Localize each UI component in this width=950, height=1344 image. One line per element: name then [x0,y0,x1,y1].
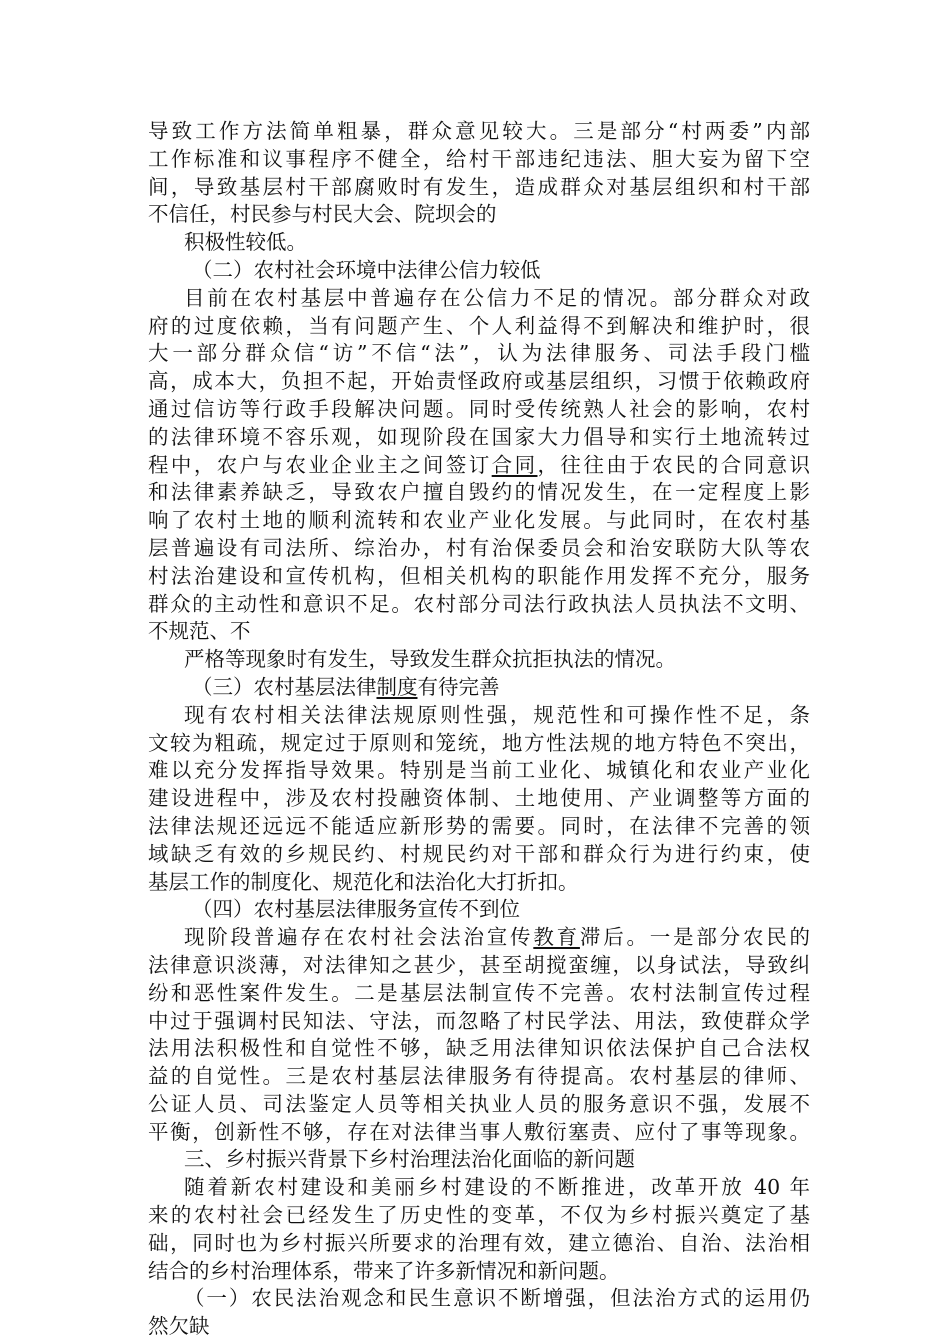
text-line: 通过信访等行政手段解决问题。同时受传统熟人社会的影响，农村 [148,396,810,421]
text-line: 现阶段普遍存在农村社会法治宣传教育滞后。一是部分农民的 [184,925,811,950]
text-line: 随着新农村建设和美丽乡村建设的不断推进，改革开放 40 年 [184,1175,810,1200]
text-line: 础，同时也为乡村振兴所要求的治理有效，建立德治、自治、法治相 [148,1230,810,1255]
text-line: 导致工作方法简单粗暴，群众意见较大。三是部分“村两委”内部 [148,119,810,143]
text-line: 间，导致基层村干部腐败时有发生，造成群众对基层组织和村干部 [148,174,810,199]
document-page [148,118,810,1341]
text-line: 基层工作的制度化、规范化和法治化大打折扣。 [148,869,579,894]
text-line: （三）农村基层法律制度有待完善 [192,674,500,699]
text-line: 难以充分发挥指导效果。特别是当前工业化、城镇化和农业产业化 [148,758,810,783]
text-line: 不规范、不 [148,619,251,644]
text-line: 中过于强调村民知法、守法，而忽略了村民学法、用法，致使群众学 [148,1008,810,1033]
text-line: 文较为粗疏，规定过于原则和笼统，地方性法规的地方特色不突出， [148,730,810,755]
text-line: 平衡，创新性不够，存在对法律当事人敷衍塞责、应付了事等现象。 [148,1119,810,1144]
text-line: （一）农民法治观念和民生意识不断增强，但法治方式的运用仍 [184,1286,810,1311]
text-line: 高，成本大，负担不起，开始责怪政府或基层组织，习惯于依赖政府 [148,369,810,394]
underlined-link-text[interactable]: 合同 [491,452,538,477]
text-line: 纷和恶性案件发生。二是基层法制宣传不完善。农村法制宣传过程 [148,980,810,1005]
text-line: 三、乡村振兴背景下乡村治理法治化面临的新问题 [184,1147,635,1172]
text-line: 工作标准和议事程序不健全，给村干部违纪违法、胆大妄为留下空 [148,146,810,171]
text-line: 严格等现象时有发生，导致发生群众抗拒执法的情况。 [184,647,676,672]
text-line: 建设进程中，涉及农村投融资体制、土地使用、产业调整等方面的 [148,786,810,811]
text-line: 响了农村土地的顺利流转和农业产业化发展。与此同时，在农村基 [148,508,810,533]
underlined-link-text[interactable]: 教育 [533,925,580,950]
text-line: 的法律环境不容乐观，如现阶段在国家大力倡导和实行土地流转过 [148,424,810,449]
text-line: 不信任，村民参与村民大会、院坝会的 [148,202,497,227]
text-line: 域缺乏有效的乡规民约、村规民约对干部和群众行为进行约束，使 [148,841,810,866]
text-line: （四）农村基层法律服务宣传不到位 [192,897,520,922]
text-line: 积极性较低。 [184,230,307,255]
text-line: 益的自觉性。三是农村基层法律服务有待提高。农村基层的律师、 [148,1064,810,1089]
text-line: 层普遍设有司法所、综治办，村有治保委员会和治安联防大队等农 [148,535,810,560]
text-line: 和法律素养缺乏，导致农户擅自毁约的情况发生，在一定程度上影 [148,480,810,505]
text-line: 来的农村社会已经发生了历史性的变革，不仅为乡村振兴奠定了基 [148,1203,810,1228]
text-line: 目前在农村基层中普遍存在公信力不足的情况。部分群众对政 [184,285,810,310]
text-line: 法律法规还远远不能适应新形势的需要。同时，在法律不完善的领 [148,813,810,838]
text-line: 现有农村相关法律法规原则性强，规范性和可操作性不足，条 [184,702,810,727]
text-line: 法用法积极性和自觉性不够，缺乏用法律知识依法保护自己合法权 [148,1036,810,1061]
text-line: 结合的乡村治理体系，带来了许多新情况和新问题。 [148,1258,620,1283]
text-line: 大一部分群众信“访”不信“法”，认为法律服务、司法手段门槛 [148,341,810,366]
text-line: 公证人员、司法鉴定人员等相关执业人员的服务意识不强，发展不 [148,1091,810,1116]
text-line: 村法治建设和宣传机构，但相关机构的职能作用发挥不充分，服务 [148,563,810,588]
text-line: 程中，农户与农业企业主之间签订合同，往往由于农民的合同意识 [148,452,811,477]
text-line: 然欠缺 [148,1314,210,1339]
text-line: 府的过度依赖，当有问题产生、个人利益得不到解决和维护时，很 [148,313,810,338]
text-line: 群众的主动性和意识不足。农村部分司法行政执法人员执法不文明、 [148,591,810,616]
text-line: 法律意识淡薄，对法律知之甚少，甚至胡搅蛮缠，以身试法，导致纠 [148,952,810,977]
text-line: （二）农村社会环境中法律公信力较低 [192,257,541,282]
underlined-link-text[interactable]: 制度 [376,674,418,699]
